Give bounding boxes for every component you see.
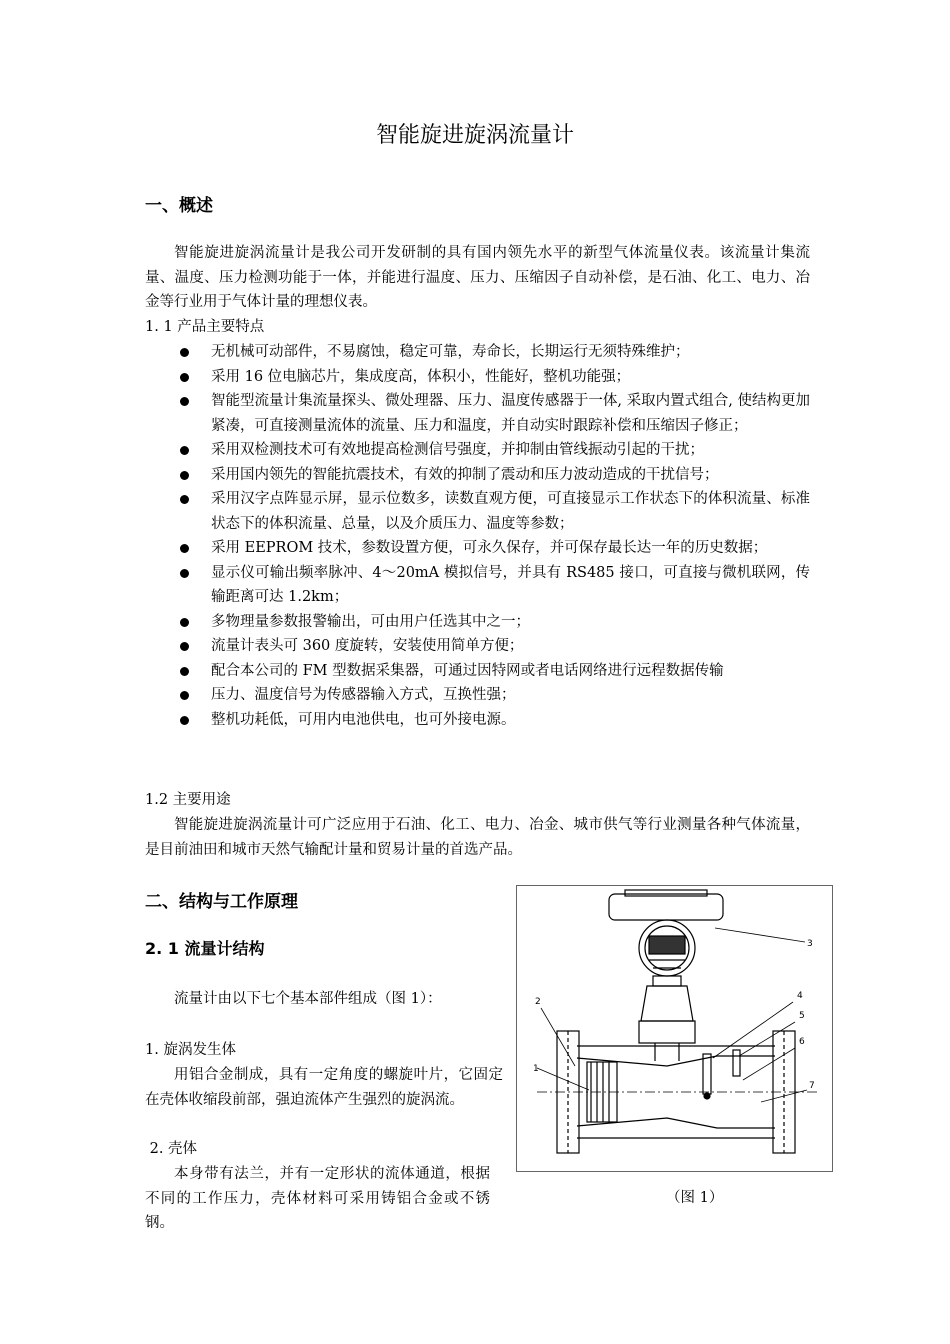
list-item: 采用 16 位电脑芯片，集成度高，体积小，性能好，整机功能强；: [178, 365, 810, 390]
callout-label-4: 4: [797, 991, 803, 1001]
callout-label-7: 7: [809, 1081, 815, 1091]
section-heading-structure: 二、结构与工作原理: [145, 892, 298, 912]
bullet-icon: [180, 618, 189, 627]
flowmeter-drawing: [517, 886, 832, 1171]
structure-intro: 流量计由以下七个基本部件组成（图 1）：: [174, 991, 442, 1007]
list-item: 智能型流量计集流量探头、微处理器、压力、温度传感器于一体, 采取内置式组合, 使结构更加紧凑，可直接测量流体的流量、压力和温度，并自动实时跟踪补偿和压缩因子修正；: [178, 389, 810, 438]
part-label-1: 1. 旋涡发生体: [145, 1042, 236, 1058]
callout-label-6: 6: [799, 1037, 805, 1047]
overview-paragraph: 智能旋进旋涡流量计是我公司开发研制的具有国内领先水平的新型气体流量仪表。该流量计集流量、温度、压力检测功能于一体，并能进行温度、压力、压缩因子自动补偿，是石油、化工、电力、冶金等行业用于气体计量的理想仪表。: [145, 245, 810, 310]
subsection-heading-structure: 2. 1 流量计结构: [145, 939, 265, 958]
list-item: 流量计表头可 360 度旋转，安装使用简单方便；: [178, 634, 810, 659]
callout-label-1: 1: [533, 1064, 539, 1074]
callout-label-5: 5: [799, 1011, 805, 1021]
part-text-2: 本身带有法兰，并有一定形状的流体通道，根据不同的工作压力，壳体材料可采用铸铝合金或不锈钢。: [145, 1166, 490, 1231]
list-item: 采用 EEPROM 技术，参数设置方便，可永久保存，并可保存最长达一年的历史数据；: [178, 536, 810, 561]
bullet-icon: [180, 495, 189, 504]
features-heading: 1. 1 产品主要特点: [145, 319, 265, 335]
list-item: 多物理量参数报警输出，可由用户任选其中之一；: [178, 610, 810, 635]
bullet-icon: [180, 667, 189, 676]
list-item: 整机功耗低，可用内电池供电，也可外接电源。: [178, 708, 810, 733]
section-heading-overview: 一、概述: [145, 196, 213, 216]
list-item: 采用双检测技术可有效地提高检测信号强度，并抑制由管线振动引起的干扰；: [178, 438, 810, 463]
bullet-icon: [180, 691, 189, 700]
bullet-icon: [180, 544, 189, 553]
callout-label-3: 3: [807, 939, 813, 949]
feature-list: [178, 340, 810, 732]
flowmeter-diagram: [516, 885, 833, 1172]
bullet-icon: [180, 642, 189, 651]
part-text-1: 用铝合金制成，具有一定角度的螺旋叶片，它固定在壳体收缩段前部，强迫流体产生强烈的旋涡流。: [145, 1067, 503, 1108]
list-item: 采用汉字点阵显示屏，显示位数多，读数直观方便，可直接显示工作状态下的体积流量、标准状态下的体积流量、总量，以及介质压力、温度等参数；: [178, 487, 810, 536]
list-item: 显示仪可输出频率脉冲、4～20mA 模拟信号，并具有 RS485 接口，可直接与微机联网，传输距离可达 1.2km；: [178, 561, 810, 610]
usage-paragraph: 智能旋进旋涡流量计可广泛应用于石油、化工、电力、冶金、城市供气等行业测量各种气体流量，是目前油田和城市天然气输配计量和贸易计量的首选产品。: [145, 817, 810, 858]
part-label-2: 2. 壳体: [145, 1141, 198, 1157]
callout-label-2: 2: [535, 997, 541, 1007]
figure-caption: （图 1）: [666, 1190, 724, 1206]
list-item: 采用国内领先的智能抗震技术，有效的抑制了震动和压力波动造成的干扰信号；: [178, 463, 810, 488]
bullet-icon: [180, 373, 189, 382]
bullet-icon: [180, 397, 189, 406]
bullet-icon: [180, 348, 189, 357]
list-item: 压力、温度信号为传感器输入方式，互换性强；: [178, 683, 810, 708]
bullet-icon: [180, 471, 189, 480]
list-item: 配合本公司的 FM 型数据采集器，可通过因特网或者电话网络进行远程数据传输: [178, 659, 810, 684]
list-item: 无机械可动部件，不易腐蚀，稳定可靠，寿命长，长期运行无须特殊维护；: [178, 340, 810, 365]
usage-heading: 1.2 主要用途: [145, 792, 231, 808]
bullet-icon: [180, 716, 189, 725]
bullet-icon: [180, 446, 189, 455]
document-title: 智能旋进旋涡流量计: [375, 123, 574, 148]
bullet-icon: [180, 569, 189, 578]
